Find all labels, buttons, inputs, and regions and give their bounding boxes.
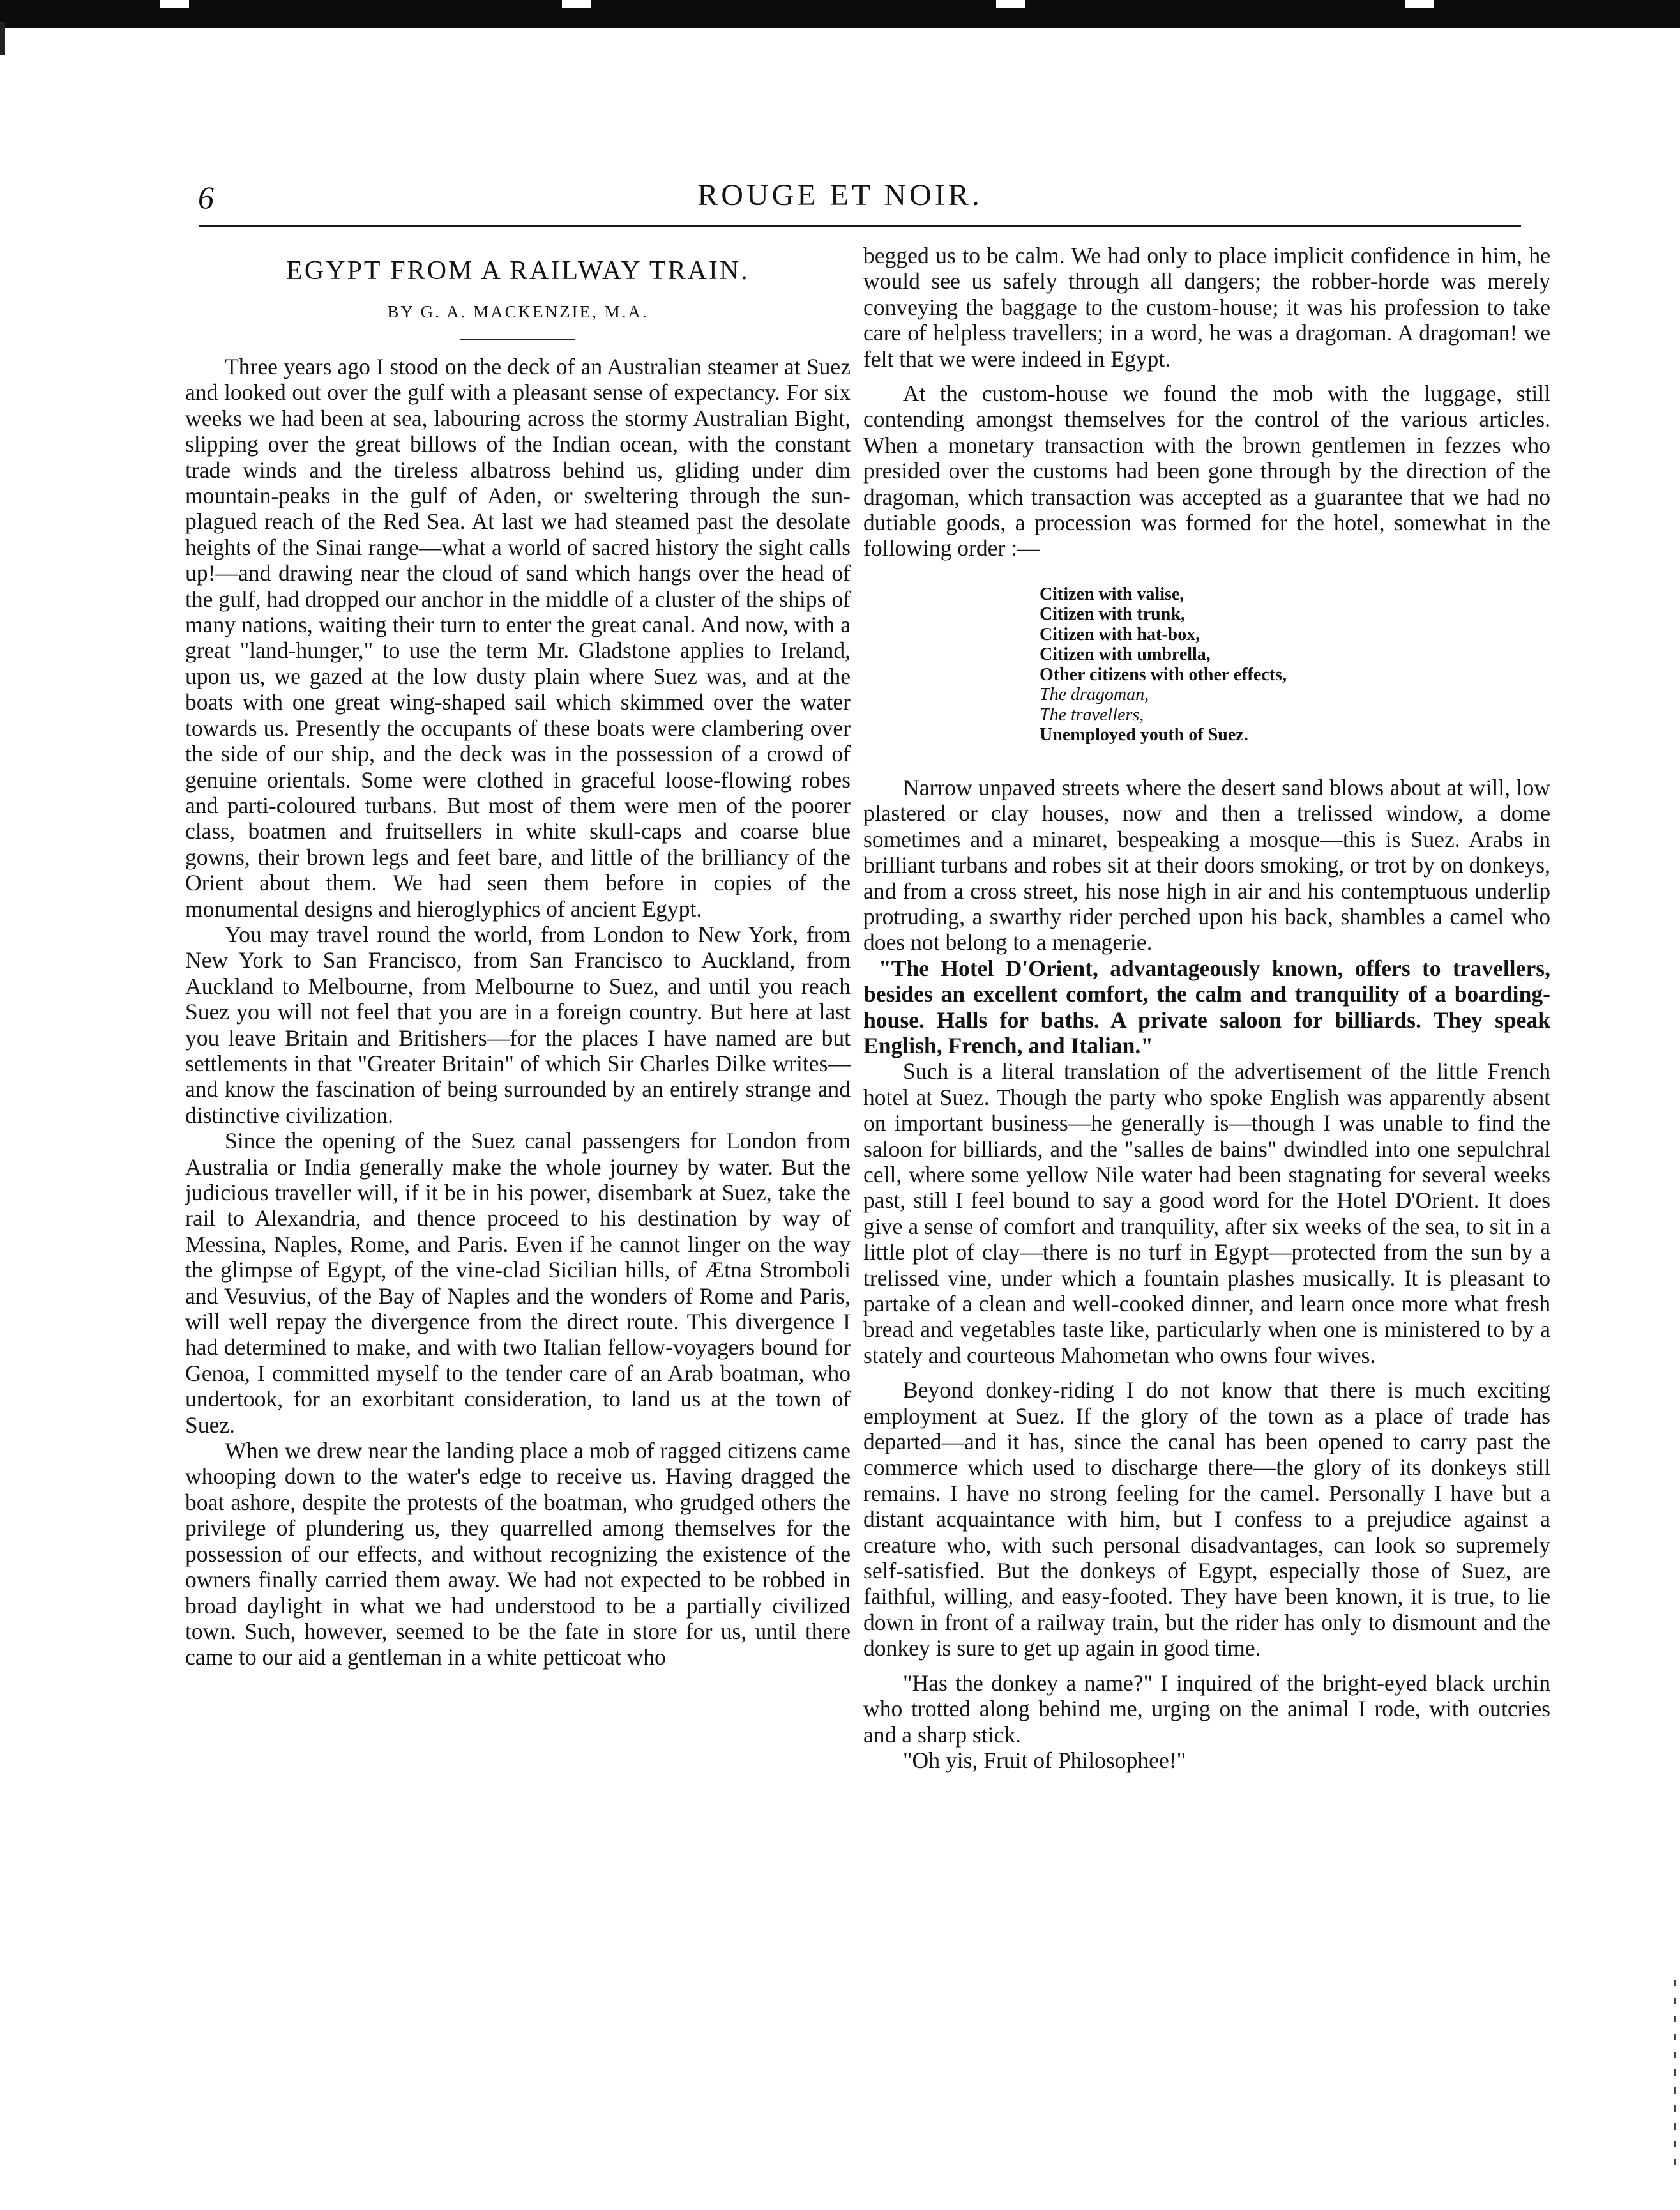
paragraph: Since the opening of the Suez canal passengers for London from Australia or India generally make the whole journey by water. But the judicious traveller will, if it be in his power, disembark at Suez, take the rail to Alexandria, and thence proceed to his destination by way of Messina, Naples, Rome, and Paris. Even if he cannot linger on the way the glimpse of Egypt, of the vine-clad Sicilian hills, of Ætna Stromboli and Vesuvius, of the Bay of Naples and the wonders of Rome and Paris, will well repay the divergence from the direct route. This divergence I had determined to make, and with two Italian fellow-voyagers bound for Genoa, I committed myself to the tender care of an Arab boatman, who undertook, for an exorbitant consideration, to land us at the town of Suez. xyxy=(185,1128,851,1438)
right-column xyxy=(863,243,1550,1773)
scan-margin-mark xyxy=(0,22,5,55)
scan-edge-mark xyxy=(1674,1980,1676,2172)
procession-list xyxy=(1040,584,1550,745)
scan-border-notch xyxy=(996,0,1025,8)
paragraph: "Oh yis, Fruit of Philosophee!" xyxy=(903,1747,1186,1773)
scan-border-notch xyxy=(1405,0,1434,8)
scan-border-notch xyxy=(160,0,189,8)
procession-item: Citizen with trunk, xyxy=(1040,604,1185,625)
procession-item: The dragoman, xyxy=(1040,685,1149,705)
paragraph: begged us to be calm. We had only to place implicit confidence in him, he would see us safely through all dangers; the robber-horde was merely conveying the baggage to the custom-house; it was his profession to take care of helpless travellers; in a word, he was a dragoman. A dragoman! we felt that we were indeed in Egypt. xyxy=(863,243,1550,372)
paragraph: Such is a literal translation of the advertisement of the little French hotel at Suez. Though the party who spoke English was apparently absent on important business—he generally is—though I was unable to find the saloon for billiards, and the "salles de bains" dwindled into one sepulchral cell, where some yellow Nile water had been stagnating for several weeks past, still I feel bound to say a good word for the Hotel D'Orient. It does give a sense of comfort and tranquility, after six weeks of the sea, to sit in a little plot of clay—there is no turf in Egypt—protected from the sun by a trelissed vine, under which a fountain plashes musically. It is pleasant to partake of a clean and well-cooked dinner, and learn once more what fresh bread and vegetables taste like, particularly when one is ministered to by a stately and courteous Mahometan who owns four wives. xyxy=(863,1058,1550,1368)
page-number: 6 xyxy=(198,179,214,215)
scan-border-notch xyxy=(562,0,591,8)
paragraph: Narrow unpaved streets where the desert sand blows about at will, low plastered or clay houses, now and then a trelissed window, a dome sometimes and a minaret, bespeaking a mosque—this is Suez. Arabs in brilliant turbans and robes sit at their doors smoking, or trot by on donkeys, and from a cross street, his nose high in air and his contemptuous underlip protruding, a swarthy rider perched upon his back, shambles a camel who does not belong to a menagerie. xyxy=(863,774,1550,956)
paragraph: "Has the donkey a name?" I inquired of the bright-eyed black urchin who trotted along behind me, urging on the animal I rode, with outcries and a sharp stick. xyxy=(863,1670,1550,1748)
advertisement-quote: "The Hotel D'Orient, advantageously known, offers to travellers, besides an excellent comfort, the calm and tranquility of a boarding-house. Halls for baths. A private saloon for billiards. They speak English, French, and Italian." xyxy=(863,955,1550,1058)
paragraph: When we drew near the landing place a mob of ragged citizens came whooping down to the water's edge to receive us. Having dragged the boat ashore, despite the protests of the boatman, who grudged others the privilege of plundering us, they quarrelled among themselves for the possession of our effects, and without recognizing the existence of the owners finally carried them away. We had not expected to be robbed in broad daylight in what we had understood to be a partially civilized town. Such, however, seemed to be the fate in store for us, until there came to our aid a gentleman in a white petticoat who xyxy=(185,1438,851,1670)
running-title: ROUGE ET NOIR. xyxy=(697,178,983,212)
procession-item: Unemployed youth of Suez. xyxy=(1040,725,1248,745)
header-rule xyxy=(199,225,1521,227)
procession-item: Citizen with umbrella, xyxy=(1040,644,1211,665)
paragraph: At the custom-house we found the mob with the luggage, still contending amongst themselves for the control of the various articles. When a monetary transaction with the brown gentlemen in fezzes who presided over the customs had been gone through by the direction of the dragoman, which transaction was accepted as a guarantee that we had no dutiable goods, a procession was formed for the hotel, somewhat in the following order :— xyxy=(863,381,1550,561)
procession-item: Citizen with valise, xyxy=(1040,584,1184,604)
procession-item: The travellers, xyxy=(1040,705,1144,725)
title-rule xyxy=(460,339,575,340)
scan-top-border xyxy=(0,0,1680,28)
paragraph: You may travel round the world, from London to New York, from New York to San Francisco, from San Francisco to Auckland, from Auckland to Melbourne, from Melbourne to Suez, and until you reach Suez you will not feel that you are in a foreign country. But here at last you leave Britain and Britishers—for the places I have named are but settlements in that "Greater Britain" of which Sir Charles Dilke writes—and know the fascination of being surrounded by an entirely strange and distinctive civilization. xyxy=(185,921,851,1128)
paragraph: Beyond donkey-riding I do not know that there is much exciting employment at Suez. If the glory of the town as a place of trade has departed—and it has, since the canal has been opened to carry past the commerce which used to discharge there—the glory of its donkeys still remains. I have no strong feeling for the camel. Personally I have but a distant acquaintance with him, but I confess to a prejudice against a creature who, with such personal disadvantages, can look so supremely self-satisfied. But the donkeys of Egypt, especially those of Suez, are faithful, willing, and easy-footed. They have been known, it is true, to lie down in front of a railway train, but the rider has only to dismount and the donkey is sure to get up again in good time. xyxy=(863,1377,1550,1661)
paragraph: Three years ago I stood on the deck of an Australian steamer at Suez and looked out over the gulf with a pleasant sense of expectancy. For six weeks we had been at sea, labouring across the stormy Australian Bight, slipping over the great billows of the Indian ocean, with the constant trade winds and the tireless albatross behind us, gliding under dim mountain-peaks in the gulf of Aden, or sweltering through the sun-plagued reach of the Red Sea. At last we had steamed past the desolate heights of the Sinai range—what a world of sacred history the sight calls up!—and drawing near the cloud of sand which hangs over the head of the gulf, had dropped our anchor in the middle of a cluster of the ships of many nations, waiting their turn to enter the great canal. And now, with a great "land-hunger," to use the term Mr. Gladstone applies to Ireland, upon us, we gazed at the low dusty plain where Suez was, and at the boats with one great wing-shaped sail which skimmed over the water towards us. Presently the occupants of these boats were clambering over the side of our ship, and the deck was in the possession of a crowd of genuine orientals. Some were clothed in graceful loose-flowing robes and parti-coloured turbans. But most of them were men of the poorer class, boatmen and fruitsellers in white skull-caps and coarse blue gowns, their brown legs and feet bare, and little of the brilliancy of the Orient about them. We had seen them before in copies of the monumental designs and hieroglyphics of ancient Egypt. xyxy=(185,354,851,922)
article-title: EGYPT FROM A RAILWAY TRAIN. xyxy=(286,256,750,286)
procession-item: Citizen with hat-box, xyxy=(1040,624,1200,644)
procession-item: Other citizens with other effects, xyxy=(1040,664,1287,685)
left-column xyxy=(185,243,851,1670)
article-byline: BY G. A. MACKENZIE, M.A. xyxy=(387,302,649,321)
